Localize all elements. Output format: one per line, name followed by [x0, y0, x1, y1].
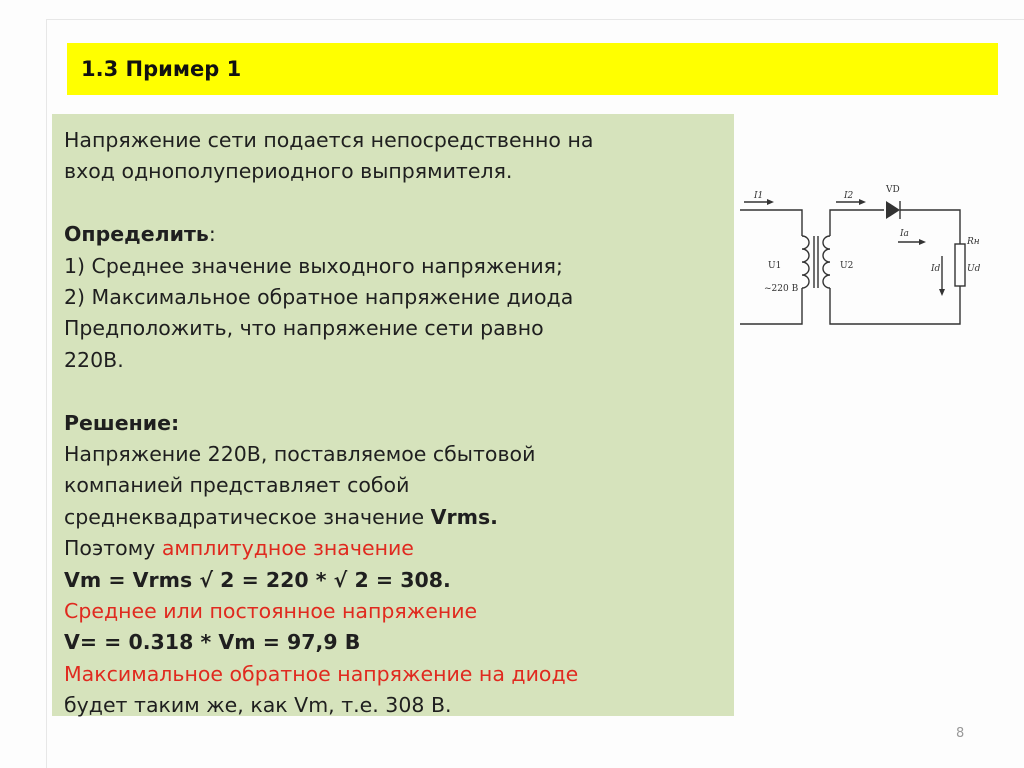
task-line-1: Напряжение сети подается непосредственно на [64, 128, 594, 152]
solution-line-3 [64, 502, 724, 533]
label-rn: Rн [967, 237, 980, 247]
page-number: 8 [956, 726, 965, 741]
task-line-2: вход однополупериодного выпрямителя. [64, 159, 513, 184]
task-assumption-2: 220В. [64, 347, 124, 372]
task-item-2: 2) Максимальное обратное напряжение диода [64, 285, 574, 310]
task-assumption-1: Предположить, что напряжение сети равно [64, 316, 544, 341]
vm-formula: Vm = Vrms √ 2 = 220 * √ 2 = 308. [64, 567, 451, 592]
label-mains-voltage: ~220 В [764, 284, 799, 294]
content-box [52, 114, 734, 716]
label-ia: Iа [900, 229, 909, 239]
solution-line-1: Напряжение 220В, поставляемое сбытовой [64, 442, 536, 467]
dc-voltage-heading: Среднее или постоянное напряжение [64, 599, 478, 624]
task-item-1: 1) Среднее значение выходного напряжения; [64, 253, 563, 278]
rectifier-circuit-diagram [736, 176, 980, 332]
amplitude-term: амплитудное значение [161, 536, 414, 561]
label-vd: VD [886, 185, 900, 195]
solution-heading: Решение: [64, 410, 180, 435]
label-ud: Ud [967, 264, 980, 274]
solution-line-4-text: Поэтому [64, 536, 162, 561]
slide-title: 1.3 Пример 1 [81, 57, 242, 81]
label-i1: I1 [754, 191, 764, 201]
dc-voltage-formula: V= = 0.318 * Vm = 97,9 В [64, 630, 361, 655]
title-bar [67, 43, 998, 95]
solution-line-2: компанией представляет собой [64, 473, 410, 498]
reverse-voltage-conclusion: будет таким же, как Vm, т.е. 308 В. [64, 693, 452, 718]
solution-line-4 [64, 533, 724, 564]
vrms-term: Vrms. [430, 504, 498, 529]
reverse-voltage-heading: Максимальное обратное напряжение на диоде [64, 661, 579, 686]
label-u2: U2 [840, 261, 854, 271]
label-id: Id [931, 264, 941, 274]
label-u1: U1 [768, 261, 782, 271]
solution-line-3-text: среднеквадратическое значение [64, 504, 431, 529]
label-i2: I2 [844, 191, 854, 201]
determine-label: Определить [64, 222, 209, 247]
determine-colon: : [208, 222, 216, 247]
determine-heading [64, 219, 724, 250]
